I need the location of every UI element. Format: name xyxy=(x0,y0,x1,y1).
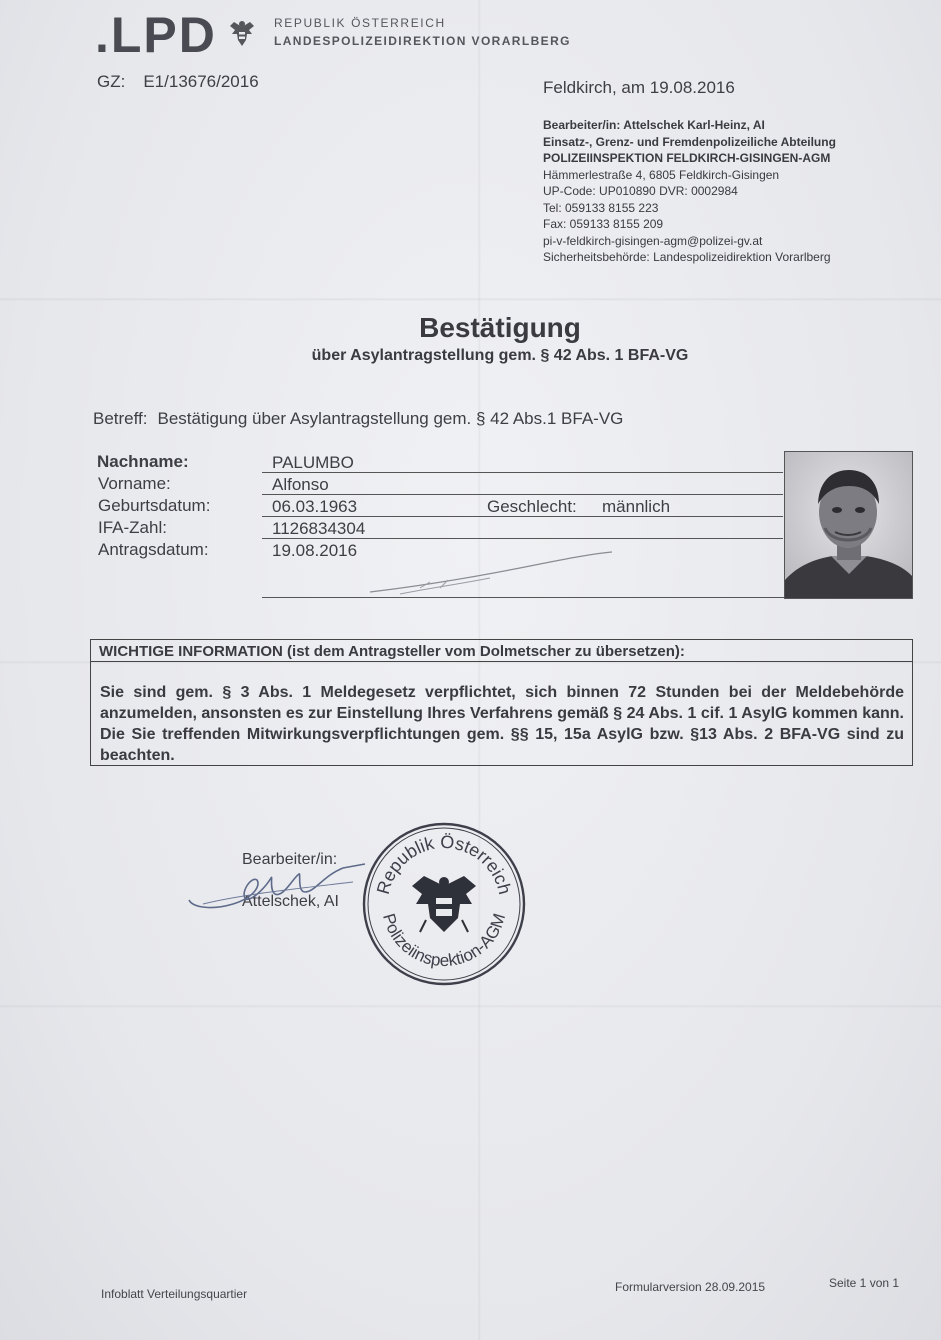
officer-signature xyxy=(183,858,373,914)
stamp-bottom-text: Polizeiinspektion-AGM xyxy=(378,911,510,971)
geburtsdatum-label: Geburtsdatum: xyxy=(98,496,211,515)
field-underline xyxy=(262,494,783,495)
nachname-value: PALUMBO xyxy=(272,453,354,472)
geschlecht-label: Geschlecht: xyxy=(487,497,577,516)
field-underline xyxy=(262,538,783,539)
antragsdatum-value: 19.08.2016 xyxy=(272,541,358,560)
document-subtitle: über Asylantragstellung gem. § 42 Abs. 1 BFA-VG xyxy=(311,347,689,364)
betreff-label: Betreff: xyxy=(93,409,148,428)
signature-name: Attelschek, AI xyxy=(242,893,339,910)
field-underline xyxy=(262,472,783,473)
signature-label: Bearbeiter/in: xyxy=(242,851,338,868)
info-body: Sie sind gem. § 3 Abs. 1 Meldegesetz verpflichtet, sich binnen 72 Stunden bei der Meldebehörde anzumelden, ansonsten es zur Einstellung Ihres Verfahrens gemäß § 24 Abs. 1 cif. 1 AsylG kommen kann. Die Sie treffenden Mitwirkungsverpflichtungen gem. §§ 15, 15a AsylG bzw. §13 Abs. 2 BFA-VG sind zu beachten. xyxy=(100,684,904,764)
eagle-crest-icon xyxy=(412,876,476,932)
footer-form-version: Formularversion 28.09.2015 xyxy=(615,1280,766,1294)
gz-reference xyxy=(97,72,259,92)
field-underline xyxy=(262,516,783,517)
portrait-image xyxy=(785,452,912,598)
footer-form-name: Infoblatt Verteilungsquartier xyxy=(101,1287,248,1301)
contact-address: Hämmerlestraße 4, 6805 Feldkirch-Gisingen xyxy=(543,167,780,182)
contact-bearbeiter: Bearbeiter/in: Attelschek Karl-Heinz, AI xyxy=(543,118,765,132)
vorname-label: Vorname: xyxy=(98,474,171,493)
contact-block xyxy=(543,117,836,266)
official-stamp xyxy=(360,820,528,988)
lpd-logo: .LPD xyxy=(95,7,217,63)
betreff-value: Bestätigung über Asylantragstellung gem. § 42 Abs.1 BFA-VG xyxy=(157,409,624,428)
contact-fax: Fax: 059133 8155 209 xyxy=(543,217,664,231)
stamp-top-text: Republik Österreich xyxy=(372,831,516,897)
contact-behoerde: Sicherheitsbehörde: Landespolizeidirektion Vorarlberg xyxy=(543,250,831,264)
signature-underline xyxy=(262,597,784,598)
footer-page-number: Seite 1 von 1 xyxy=(829,1276,900,1290)
geschlecht-value: männlich xyxy=(602,497,671,516)
contact-tel: Tel: 059133 8155 223 xyxy=(543,200,659,215)
betreff xyxy=(93,409,623,429)
applicant-photo xyxy=(784,451,913,599)
gz-label: GZ: xyxy=(97,72,126,91)
geburtsdatum-value: 06.03.1963 xyxy=(272,497,358,516)
eagle-crest-icon xyxy=(228,18,256,50)
contact-email: pi-v-feldkirch-gisingen-agm@polizei-gv.at xyxy=(543,233,763,248)
header-republik: REPUBLIK ÖSTERREICH xyxy=(274,16,446,30)
vorname-value: Alfonso xyxy=(272,475,329,494)
contact-up-code: UP-Code: UP010890 DVR: 0002984 xyxy=(543,184,738,198)
contact-abteilung: Einsatz-, Grenz- und Fremdenpolizeiliche Abteilung xyxy=(543,134,836,149)
nachname-label: Nachname: xyxy=(97,452,189,471)
applicant-signature xyxy=(360,548,620,598)
info-divider xyxy=(90,661,913,662)
antragsdatum-label: Antragsdatum: xyxy=(98,540,209,559)
header-lpd-name: LANDESPOLIZEIDIREKTION VORARLBERG xyxy=(274,34,571,48)
ifa-value: 1126834304 xyxy=(272,519,366,538)
contact-inspektion: POLIZEIINSPEKTION FELDKIRCH-GISINGEN-AGM xyxy=(543,151,831,165)
document-title: Bestätigung xyxy=(419,312,581,343)
place-date: Feldkirch, am 19.08.2016 xyxy=(543,78,735,97)
ifa-label: IFA-Zahl: xyxy=(98,518,167,537)
info-heading: WICHTIGE INFORMATION (ist dem Antragsteller vom Dolmetscher zu übersetzen): xyxy=(99,643,685,660)
gz-value: E1/13676/2016 xyxy=(143,72,259,91)
